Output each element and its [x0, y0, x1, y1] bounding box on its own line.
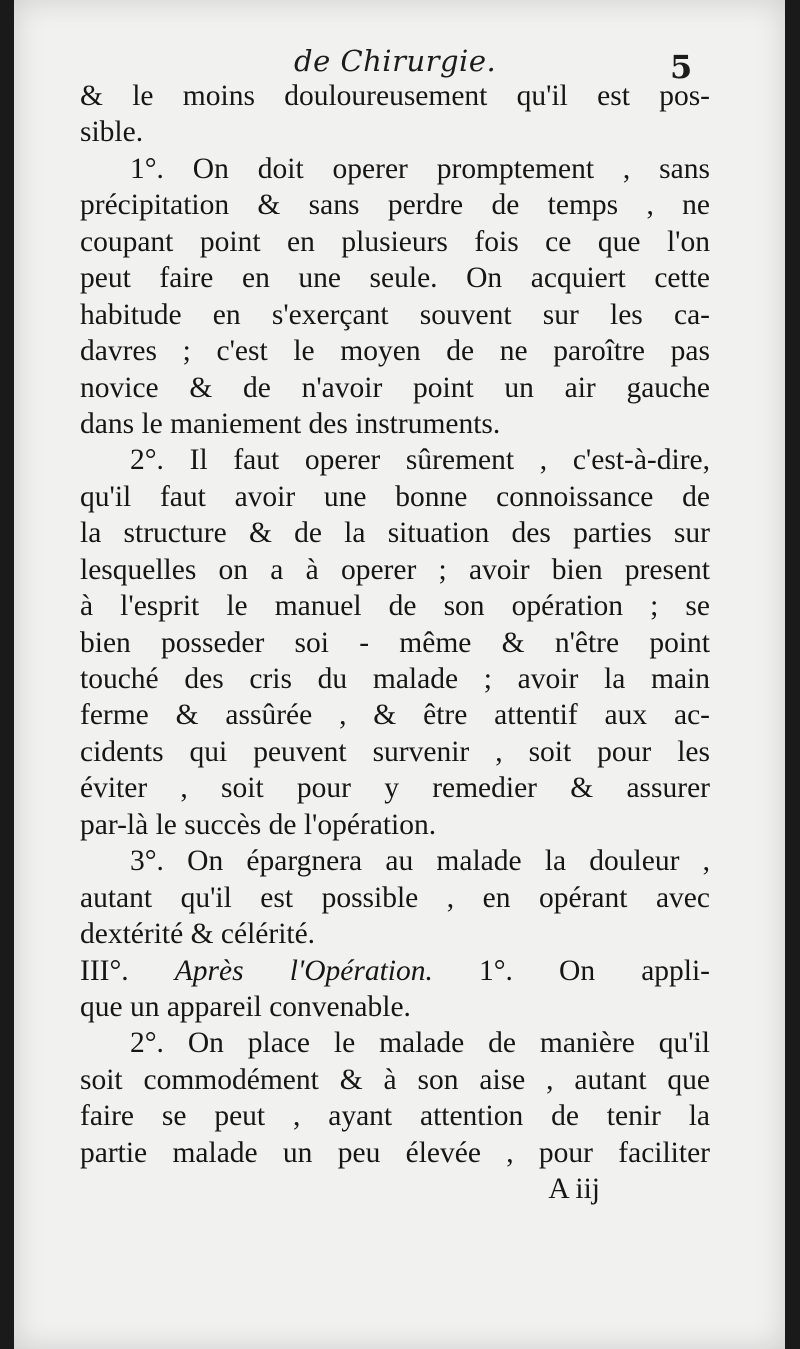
text-line: cidents qui peuvent survenir , soit pour les [80, 735, 710, 768]
text-line: 2°. Il faut operer sûrement , c'est-à-dire, [130, 444, 710, 477]
text-line: 1°. On doit operer promptement , sans [130, 152, 710, 185]
text-line: 2°. On place le malade de manière qu'il [130, 1027, 710, 1060]
text-line: habitude en s'exerçant souvent sur les ca- [80, 298, 710, 331]
text-line: qu'il faut avoir une bonne connoissance de [80, 480, 710, 513]
text-line: touché des cris du malade ; avoir la main [80, 663, 710, 695]
text-line: la structure & de la situation des parties sur [80, 517, 710, 550]
text-line: bien posseder soi - même & n'être point [80, 626, 710, 659]
section-title: Après l'Opération. [174, 954, 433, 987]
text-run: 1°. On appli- [479, 954, 711, 987]
text-line: soit commodément & à son aise , autant que [80, 1063, 710, 1096]
text-line: ferme & assûrée , & être attentif aux ac- [80, 699, 710, 732]
text-line: autant qu'il est possible , en opérant avec [80, 881, 710, 914]
section-number: III°. [80, 954, 129, 987]
text-line: dextérité & célérité. [80, 918, 316, 951]
text-line: sible. [80, 116, 144, 149]
text-line: davres ; c'est le moyen de ne paroître pas [80, 335, 710, 368]
section-heading-line [80, 953, 710, 989]
text-line: lesquelles on a à operer ; avoir bien present [80, 553, 710, 586]
text-line: peut faire en une seule. On acquiert cette [80, 262, 710, 295]
text-line: coupant point en plusieurs fois ce que l'on [80, 225, 710, 258]
text-line: dans le maniement des instruments. [80, 407, 501, 440]
text-line: à l'esprit le manuel de son opération ; se [80, 590, 710, 623]
text-line: novice & de n'avoir point un air gauche [80, 371, 710, 404]
body-text [80, 78, 710, 1208]
signature-mark: A iij [548, 1173, 600, 1206]
text-line: par-là le succès de l'opération. [80, 808, 437, 841]
text-line: précipitation & sans perdre de temps , ne [80, 189, 710, 222]
running-title: de Chirurgie. [294, 44, 497, 78]
text-line: faire se peut , ayant attention de tenir la [80, 1100, 710, 1133]
text-line: éviter , soit pour y remedier & assurer [80, 772, 710, 805]
page-number: 5 [670, 48, 693, 86]
text-line: que un appareil convenable. [80, 990, 411, 1023]
text-line: & le moins douloureusement qu'il est pos- [80, 80, 710, 112]
text-line: partie malade un peu élevée , pour faciliter [80, 1136, 710, 1169]
book-page [14, 0, 785, 1349]
text-line: 3°. On épargnera au malade la douleur , [130, 845, 710, 878]
